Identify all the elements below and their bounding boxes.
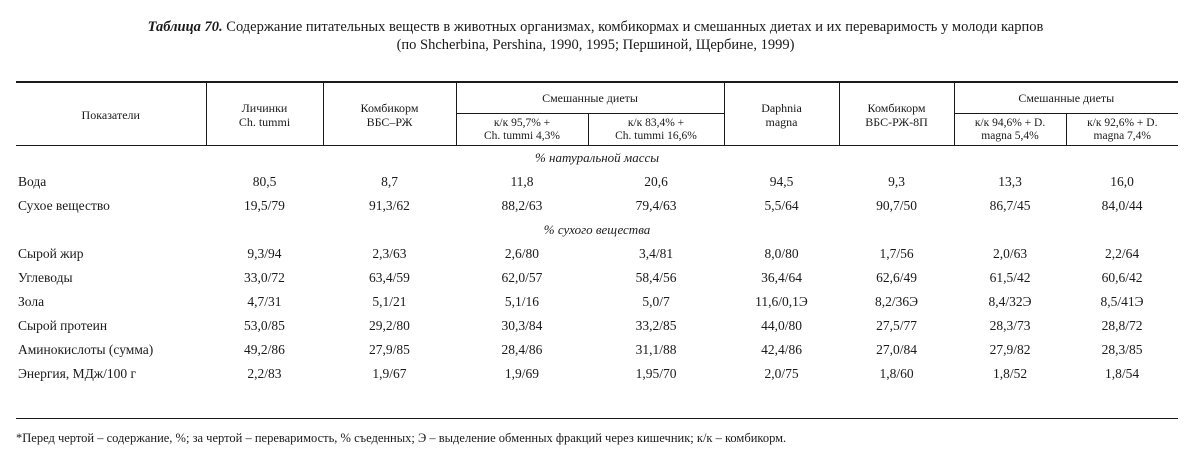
row-label: Сырой жир — [18, 246, 84, 261]
cell: 16,0 — [1110, 174, 1134, 189]
cell: 11,8 — [510, 174, 534, 189]
cell: 19,5/79 — [244, 198, 285, 213]
table-row — [16, 338, 1178, 362]
caption-title: Содержание питательных веществ в животных организмах, комбикормах и смешанных диетах и их переваримость у молоди карпов — [222, 19, 1044, 35]
header-larvae-line2: Ch. tummi — [238, 114, 291, 129]
cell: 5,5/64 — [764, 198, 799, 213]
footnote: *Перед чертой – содержание, %; за чертой – переваримость, % съеденных; Э – выделение обменных фракций через кишечник; к/к – комбикорм. — [16, 431, 787, 445]
header-feed1 — [323, 83, 456, 146]
cell: 31,1/88 — [635, 342, 677, 357]
header-mix2a-line2: magna 5,4% — [981, 130, 1039, 142]
table-body — [16, 146, 1178, 386]
cell: 9,3/94 — [247, 246, 282, 261]
cell: 91,3/62 — [369, 198, 410, 213]
cell: 60,6/42 — [1101, 270, 1143, 285]
row-label: Энергия, МДж/100 г — [18, 366, 137, 381]
cell: 11,6/0,1Э — [755, 294, 808, 309]
section-title: % сухого вещества — [543, 222, 651, 237]
header-mix1b-line1: к/к 83,4% + — [627, 117, 685, 129]
caption-title-line — [0, 18, 1191, 36]
cell: 13,3 — [998, 174, 1022, 189]
header-mix1a-line2: Ch. tummi 4,3% — [483, 130, 561, 142]
row-label: Вода — [18, 174, 47, 189]
header-feed2 — [839, 83, 954, 146]
row-label: Сухое вещество — [18, 198, 110, 213]
cell: 1,8/54 — [1104, 366, 1140, 381]
cell: 63,4/59 — [369, 270, 410, 285]
cell: 8,7 — [381, 174, 398, 189]
row-label: Зола — [18, 294, 45, 309]
cell: 8,5/41Э — [1100, 294, 1144, 309]
header-mix2a-line1: к/к 94,6% + D. — [974, 117, 1046, 129]
header-rule — [16, 145, 1178, 146]
header-daphnia-line1: Daphnia — [761, 100, 802, 115]
header-indicator: Показатели — [81, 107, 140, 122]
cell: 94,5 — [769, 174, 794, 189]
table-row — [16, 266, 1178, 290]
nutrient-table — [16, 83, 1178, 386]
cell: 79,4/63 — [635, 198, 677, 213]
cell: 28,4/86 — [501, 342, 543, 357]
cell: 27,5/77 — [876, 318, 917, 333]
header-mix2b-line1: к/к 92,6% + D. — [1087, 117, 1158, 129]
cell: 2,0/75 — [764, 366, 799, 381]
header-mix1a — [456, 114, 588, 147]
header-mix1b-line2: Ch. tummi 16,6% — [615, 130, 697, 142]
cell: 20,6 — [644, 174, 668, 189]
cell: 61,5/42 — [989, 270, 1031, 285]
cell: 2,0/63 — [992, 246, 1028, 261]
cell: 58,4/56 — [635, 270, 677, 285]
header-mix2b — [1066, 114, 1178, 147]
header-mix2a — [954, 114, 1066, 147]
cell: 3,4/81 — [638, 246, 674, 261]
section-row — [16, 146, 1178, 170]
cell: 28,3/85 — [1101, 342, 1143, 357]
cell: 4,7/31 — [247, 294, 282, 309]
cell: 28,8/72 — [1101, 318, 1143, 333]
header-daphnia-line2: magna — [765, 114, 798, 129]
cell: 30,3/84 — [501, 318, 543, 333]
cell: 49,2/86 — [244, 342, 285, 357]
cell: 5,1/16 — [504, 294, 540, 309]
cell: 1,9/69 — [504, 366, 540, 381]
header-daphnia — [724, 83, 839, 146]
section-row — [16, 218, 1178, 242]
header-mixed-diets-1: Смешанные диеты — [456, 83, 724, 114]
table-row — [16, 362, 1178, 386]
cell: 2,6/80 — [504, 246, 540, 261]
row-label: Сырой протеин — [18, 318, 108, 333]
caption-lead: Таблица 70. — [147, 19, 223, 35]
cell: 2,2/64 — [1104, 246, 1140, 261]
header-feed1-line1: Комбикорм — [360, 100, 419, 115]
cell: 62,6/49 — [876, 270, 917, 285]
cell: 1,9/67 — [372, 366, 407, 381]
row-label: Углеводы — [18, 270, 73, 285]
cell: 8,2/36Э — [874, 294, 919, 309]
cell: 29,2/80 — [369, 318, 410, 333]
cell: 88,2/63 — [501, 198, 543, 213]
cell: 62,0/57 — [501, 270, 543, 285]
bottom-rule — [16, 418, 1178, 419]
table-caption — [0, 18, 1191, 54]
table-row — [16, 314, 1178, 338]
section-title: % натуральной массы — [534, 150, 660, 165]
cell: 33,2/85 — [635, 318, 677, 333]
cell: 28,3/73 — [989, 318, 1031, 333]
table-row — [16, 170, 1178, 194]
header-mix2b-line2: magna 7,4% — [1093, 130, 1152, 142]
cell: 36,4/64 — [761, 270, 802, 285]
header-mix1a-line1: к/к 95,7% + — [493, 117, 551, 129]
header-feed2-line2: ВБС-РЖ-8П — [865, 114, 928, 129]
header-larvae-line1: Личинки — [241, 100, 288, 115]
cell: 5,1/21 — [372, 294, 407, 309]
cell: 80,5 — [252, 174, 277, 189]
table-row — [16, 242, 1178, 266]
cell: 2,2/83 — [247, 366, 282, 381]
header-feed2-line1: Комбикорм — [867, 100, 926, 115]
cell: 33,0/72 — [244, 270, 285, 285]
cell: 44,0/80 — [761, 318, 802, 333]
header-mixed-diets-2: Смешанные диеты — [954, 83, 1178, 114]
cell: 8,4/32Э — [988, 294, 1032, 309]
cell: 2,3/63 — [372, 246, 407, 261]
cell: 27,9/85 — [369, 342, 410, 357]
cell: 9,3 — [888, 174, 905, 189]
cell: 1,7/56 — [879, 246, 914, 261]
header-feed1-line2: ВБС–РЖ — [366, 114, 413, 129]
cell: 53,0/85 — [244, 318, 285, 333]
cell: 8,0/80 — [764, 246, 799, 261]
cell: 27,0/84 — [876, 342, 917, 357]
cell: 5,0/7 — [642, 294, 670, 309]
header-mix1b — [588, 114, 724, 147]
cell: 90,7/50 — [876, 198, 917, 213]
cell: 42,4/86 — [761, 342, 802, 357]
table-row — [16, 290, 1178, 314]
cell: 86,7/45 — [989, 198, 1031, 213]
header-larvae — [206, 83, 323, 146]
cell: 84,0/44 — [1101, 198, 1143, 213]
cell: 1,95/70 — [635, 366, 677, 381]
cell: 1,8/52 — [992, 366, 1028, 381]
cell: 1,8/60 — [879, 366, 914, 381]
cell: 27,9/82 — [989, 342, 1031, 357]
caption-source: (по Shcherbina, Pershina, 1990, 1995; Першиной, Щербине, 1999) — [396, 37, 795, 53]
table-row — [16, 194, 1178, 218]
row-label: Аминокислоты (сумма) — [18, 342, 154, 357]
